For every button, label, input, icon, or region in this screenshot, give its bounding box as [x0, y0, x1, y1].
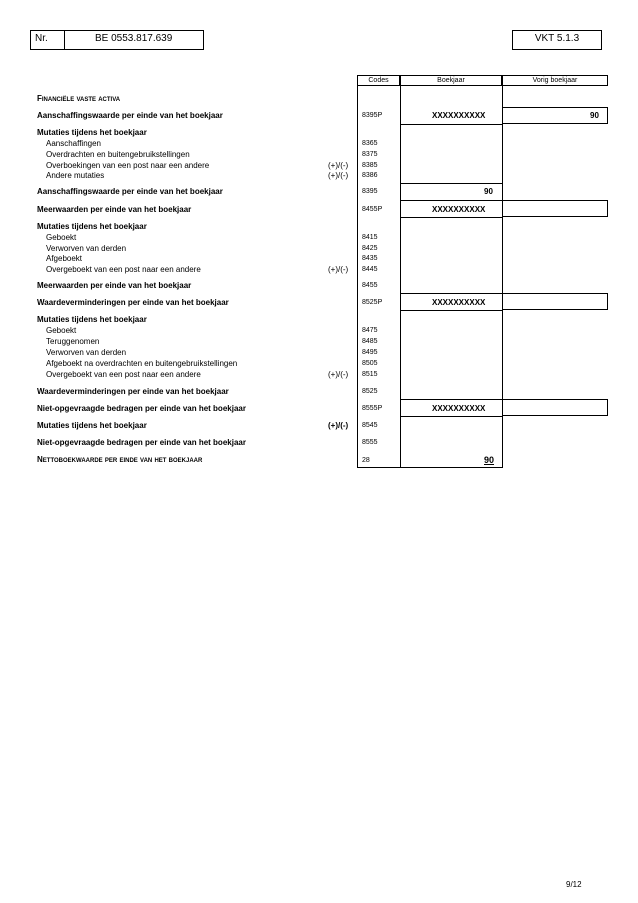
row-code: 8386: [362, 172, 378, 179]
row-label: Mutaties tijdens het boekjaar: [37, 421, 147, 430]
row-label: Aanschaffingswaarde per einde van het boekjaar: [37, 111, 223, 120]
row-code: 8545: [362, 422, 378, 429]
row-code: 8395P: [362, 112, 383, 119]
row-code: 8395: [362, 188, 378, 195]
row-code: 8455: [362, 282, 378, 289]
row-sign: (+)/(-): [328, 171, 349, 180]
separator: [400, 200, 502, 201]
row-code: 8445: [362, 266, 378, 273]
row-boekjaar-value: XXXXXXXXXX: [432, 404, 486, 413]
vorig-box-8555P: [502, 399, 608, 416]
row-code: 8515: [362, 371, 378, 378]
row-label: Overgeboekt van een post naar een andere: [46, 265, 201, 274]
page-number: 9/12: [566, 880, 582, 889]
row-sign: (+)/(-): [328, 421, 349, 430]
separator: [400, 293, 502, 294]
section-title: Financiële vaste activa: [37, 94, 121, 103]
column-header-codes: Codes: [357, 75, 400, 86]
row-boekjaar-value: XXXXXXXXXX: [432, 111, 486, 120]
column-header-vorig-boekjaar: Vorig boekjaar: [502, 75, 608, 86]
row-code: 8435: [362, 255, 378, 262]
row-sign: (+)/(-): [328, 161, 349, 170]
row-label: Andere mutaties: [46, 171, 105, 180]
form-code: VKT 5.1.3: [512, 30, 602, 50]
row-boekjaar-value: 90: [484, 187, 493, 196]
vorig-box-8455P: [502, 200, 608, 217]
row-code: 28: [362, 457, 370, 464]
row-code: 8385: [362, 162, 378, 169]
row-code: 8425: [362, 245, 378, 252]
row-code: 8415: [362, 234, 378, 241]
row-label: Afgeboekt: [46, 254, 83, 263]
row-label: Meerwaarden per einde van het boekjaar: [37, 281, 192, 290]
row-label: Waardeverminderingen per einde van het boekjaar: [37, 298, 229, 307]
row-label: Overgeboekt van een post naar een andere: [46, 370, 201, 379]
row-code: 8555P: [362, 405, 383, 412]
row-code: 8375: [362, 151, 378, 158]
row-sign: (+)/(-): [328, 370, 349, 379]
row-label: Niet-opgevraagde bedragen per einde van het boekjaar: [37, 404, 246, 413]
row-label: Aanschaffingswaarde per einde van het boekjaar: [37, 187, 223, 196]
row-code: 8455P: [362, 206, 383, 213]
separator: [400, 310, 502, 311]
nr-label: Nr.: [30, 30, 65, 50]
row-code: 8485: [362, 338, 378, 345]
company-number: BE 0553.817.639: [64, 30, 204, 50]
row-code: 8475: [362, 327, 378, 334]
row-code: 8525: [362, 388, 378, 395]
row-label-nettoboekwaarde: Nettoboekwaarde per einde van het boekjaar: [37, 455, 203, 464]
row-boekjaar-value: XXXXXXXXXX: [432, 298, 486, 307]
row-label: Mutaties tijdens het boekjaar: [37, 128, 147, 137]
row-label: Waardeverminderingen per einde van het boekjaar: [37, 387, 229, 396]
row-boekjaar-value: XXXXXXXXXX: [432, 205, 486, 214]
row-label: Overdrachten en buitengebruikstellingen: [46, 150, 190, 159]
separator: [400, 416, 502, 417]
row-code: 8495: [362, 349, 378, 356]
row-label: Mutaties tijdens het boekjaar: [37, 315, 147, 324]
row-label: Afgeboekt na overdrachten en buitengebruikstellingen: [46, 359, 238, 368]
codes-col-left-line: [357, 86, 358, 468]
row-label: Overboekingen van een post naar een andere: [46, 161, 210, 170]
row-label: Verworven van derden: [46, 348, 127, 357]
row-code: 8525P: [362, 299, 383, 306]
row-boekjaar-value: 90: [484, 455, 495, 465]
vorig-box-8525P: [502, 293, 608, 310]
row-label: Verworven van derden: [46, 244, 127, 253]
row-label: Teruggenomen: [46, 337, 100, 346]
row-sign: (+)/(-): [328, 265, 349, 274]
codes-col-right-line: [400, 86, 401, 468]
separator: [400, 124, 502, 125]
separator: [400, 183, 502, 184]
row-code: 8505: [362, 360, 378, 367]
row-label: Mutaties tijdens het boekjaar: [37, 222, 147, 231]
separator: [400, 217, 502, 218]
row-code: 8365: [362, 140, 378, 147]
row-label: Geboekt: [46, 233, 77, 242]
row-code: 8555: [362, 439, 378, 446]
row-label: Aanschaffingen: [46, 139, 102, 148]
separator: [400, 399, 502, 400]
row-label: Niet-opgevraagde bedragen per einde van het boekjaar: [37, 438, 246, 447]
row-vorig-value: 90: [590, 111, 599, 120]
column-header-boekjaar: Boekjaar: [400, 75, 502, 86]
row-label: Geboekt: [46, 326, 77, 335]
table-bottom-line: [357, 467, 503, 468]
row-label: Meerwaarden per einde van het boekjaar: [37, 205, 192, 214]
